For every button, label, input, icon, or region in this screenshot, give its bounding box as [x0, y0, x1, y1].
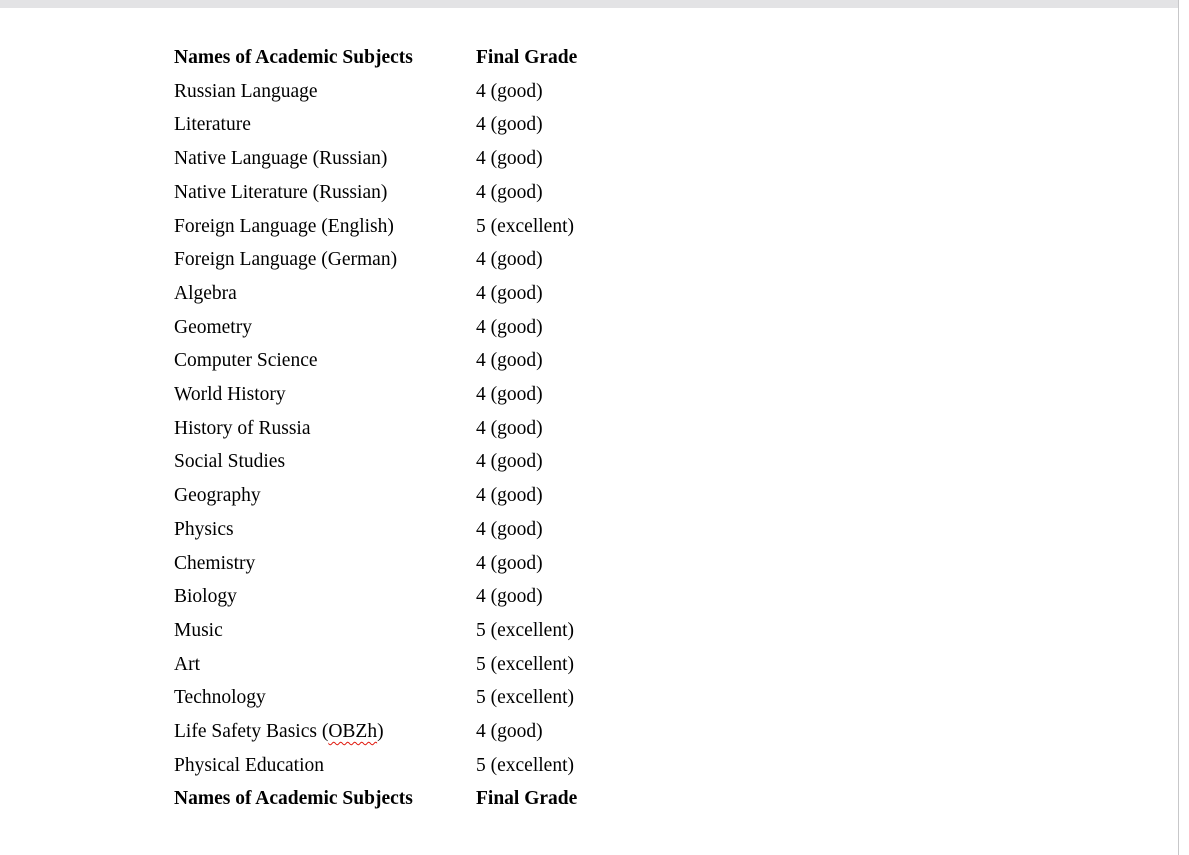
subject-cell: Social Studies	[174, 451, 286, 473]
subject-cell: Foreign Language (English)	[174, 215, 394, 237]
table-row	[174, 311, 577, 345]
subject-text-prefix: Life Safety Basics (	[174, 721, 329, 743]
subject-cell: Geometry	[174, 316, 252, 338]
subject-cell: Technology	[174, 687, 266, 709]
table-header-row	[174, 41, 577, 75]
table-row	[174, 445, 577, 479]
table-row	[174, 378, 577, 412]
grade-cell: 5 (excellent)	[476, 215, 574, 237]
grade-cell: 5 (excellent)	[476, 619, 574, 641]
grade-cell: 5 (excellent)	[476, 687, 574, 709]
subject-cell: History of Russia	[174, 417, 311, 439]
footer-subjects: Names of Academic Subjects	[174, 788, 413, 810]
subject-cell: Chemistry	[174, 552, 256, 574]
grade-cell: 4 (good)	[476, 181, 543, 203]
subject-cell: Physical Education	[174, 754, 325, 776]
document-page	[174, 41, 577, 816]
subject-cell: Native Literature (Russian)	[174, 181, 388, 203]
grade-cell: 4 (good)	[476, 451, 543, 473]
table-row	[174, 513, 577, 547]
grade-cell: 4 (good)	[476, 721, 543, 743]
subject-cell: Algebra	[174, 282, 237, 304]
table-row	[174, 648, 577, 682]
grades-table	[174, 41, 577, 816]
grade-cell: 4 (good)	[476, 552, 543, 574]
table-footer-row	[174, 782, 577, 816]
grade-cell: 4 (good)	[476, 114, 543, 136]
table-row	[174, 412, 577, 446]
table-row	[174, 681, 577, 715]
subject-cell: Russian Language	[174, 80, 318, 102]
table-row	[174, 479, 577, 513]
grade-cell: 4 (good)	[476, 350, 543, 372]
table-row	[174, 715, 577, 749]
subject-text-suffix: )	[377, 721, 384, 743]
table-row	[174, 142, 577, 176]
grade-cell: 4 (good)	[476, 586, 543, 608]
grade-cell: 4 (good)	[476, 148, 543, 170]
subject-cell: Geography	[174, 485, 261, 507]
table-row	[174, 749, 577, 783]
grade-cell: 4 (good)	[476, 518, 543, 540]
document-canvas-top-edge	[0, 0, 1179, 8]
table-row	[174, 547, 577, 581]
table-row	[174, 614, 577, 648]
table-row	[174, 580, 577, 614]
subject-cell: Biology	[174, 586, 237, 608]
grade-cell: 4 (good)	[476, 282, 543, 304]
grade-cell: 4 (good)	[476, 384, 543, 406]
grade-cell: 4 (good)	[476, 485, 543, 507]
subject-cell	[174, 715, 476, 749]
grade-cell: 5 (excellent)	[476, 653, 574, 675]
subject-cell: Computer Science	[174, 350, 318, 372]
misspelled-word: OBZh	[328, 721, 378, 743]
table-row	[174, 108, 577, 142]
header-subjects: Names of Academic Subjects	[174, 47, 413, 68]
footer-grade: Final Grade	[476, 788, 578, 810]
grade-cell: 4 (good)	[476, 316, 543, 338]
table-row	[174, 176, 577, 210]
vertical-scrollbar-track[interactable]	[1178, 0, 1189, 855]
grade-cell: 5 (excellent)	[476, 754, 574, 776]
grade-cell: 4 (good)	[476, 80, 543, 102]
subject-cell: Literature	[174, 114, 251, 136]
table-row	[174, 277, 577, 311]
subject-cell: World History	[174, 384, 286, 406]
header-grade: Final Grade	[476, 47, 578, 68]
table-row	[174, 243, 577, 277]
subject-cell: Music	[174, 619, 223, 641]
subject-cell: Foreign Language (German)	[174, 249, 398, 271]
subject-cell: Native Language (Russian)	[174, 148, 388, 170]
table-row	[174, 344, 577, 378]
table-row	[174, 75, 577, 109]
grade-cell: 4 (good)	[476, 249, 543, 271]
table-row	[174, 210, 577, 244]
subject-cell: Art	[174, 653, 200, 675]
grade-cell: 4 (good)	[476, 417, 543, 439]
subject-cell: Physics	[174, 518, 234, 540]
